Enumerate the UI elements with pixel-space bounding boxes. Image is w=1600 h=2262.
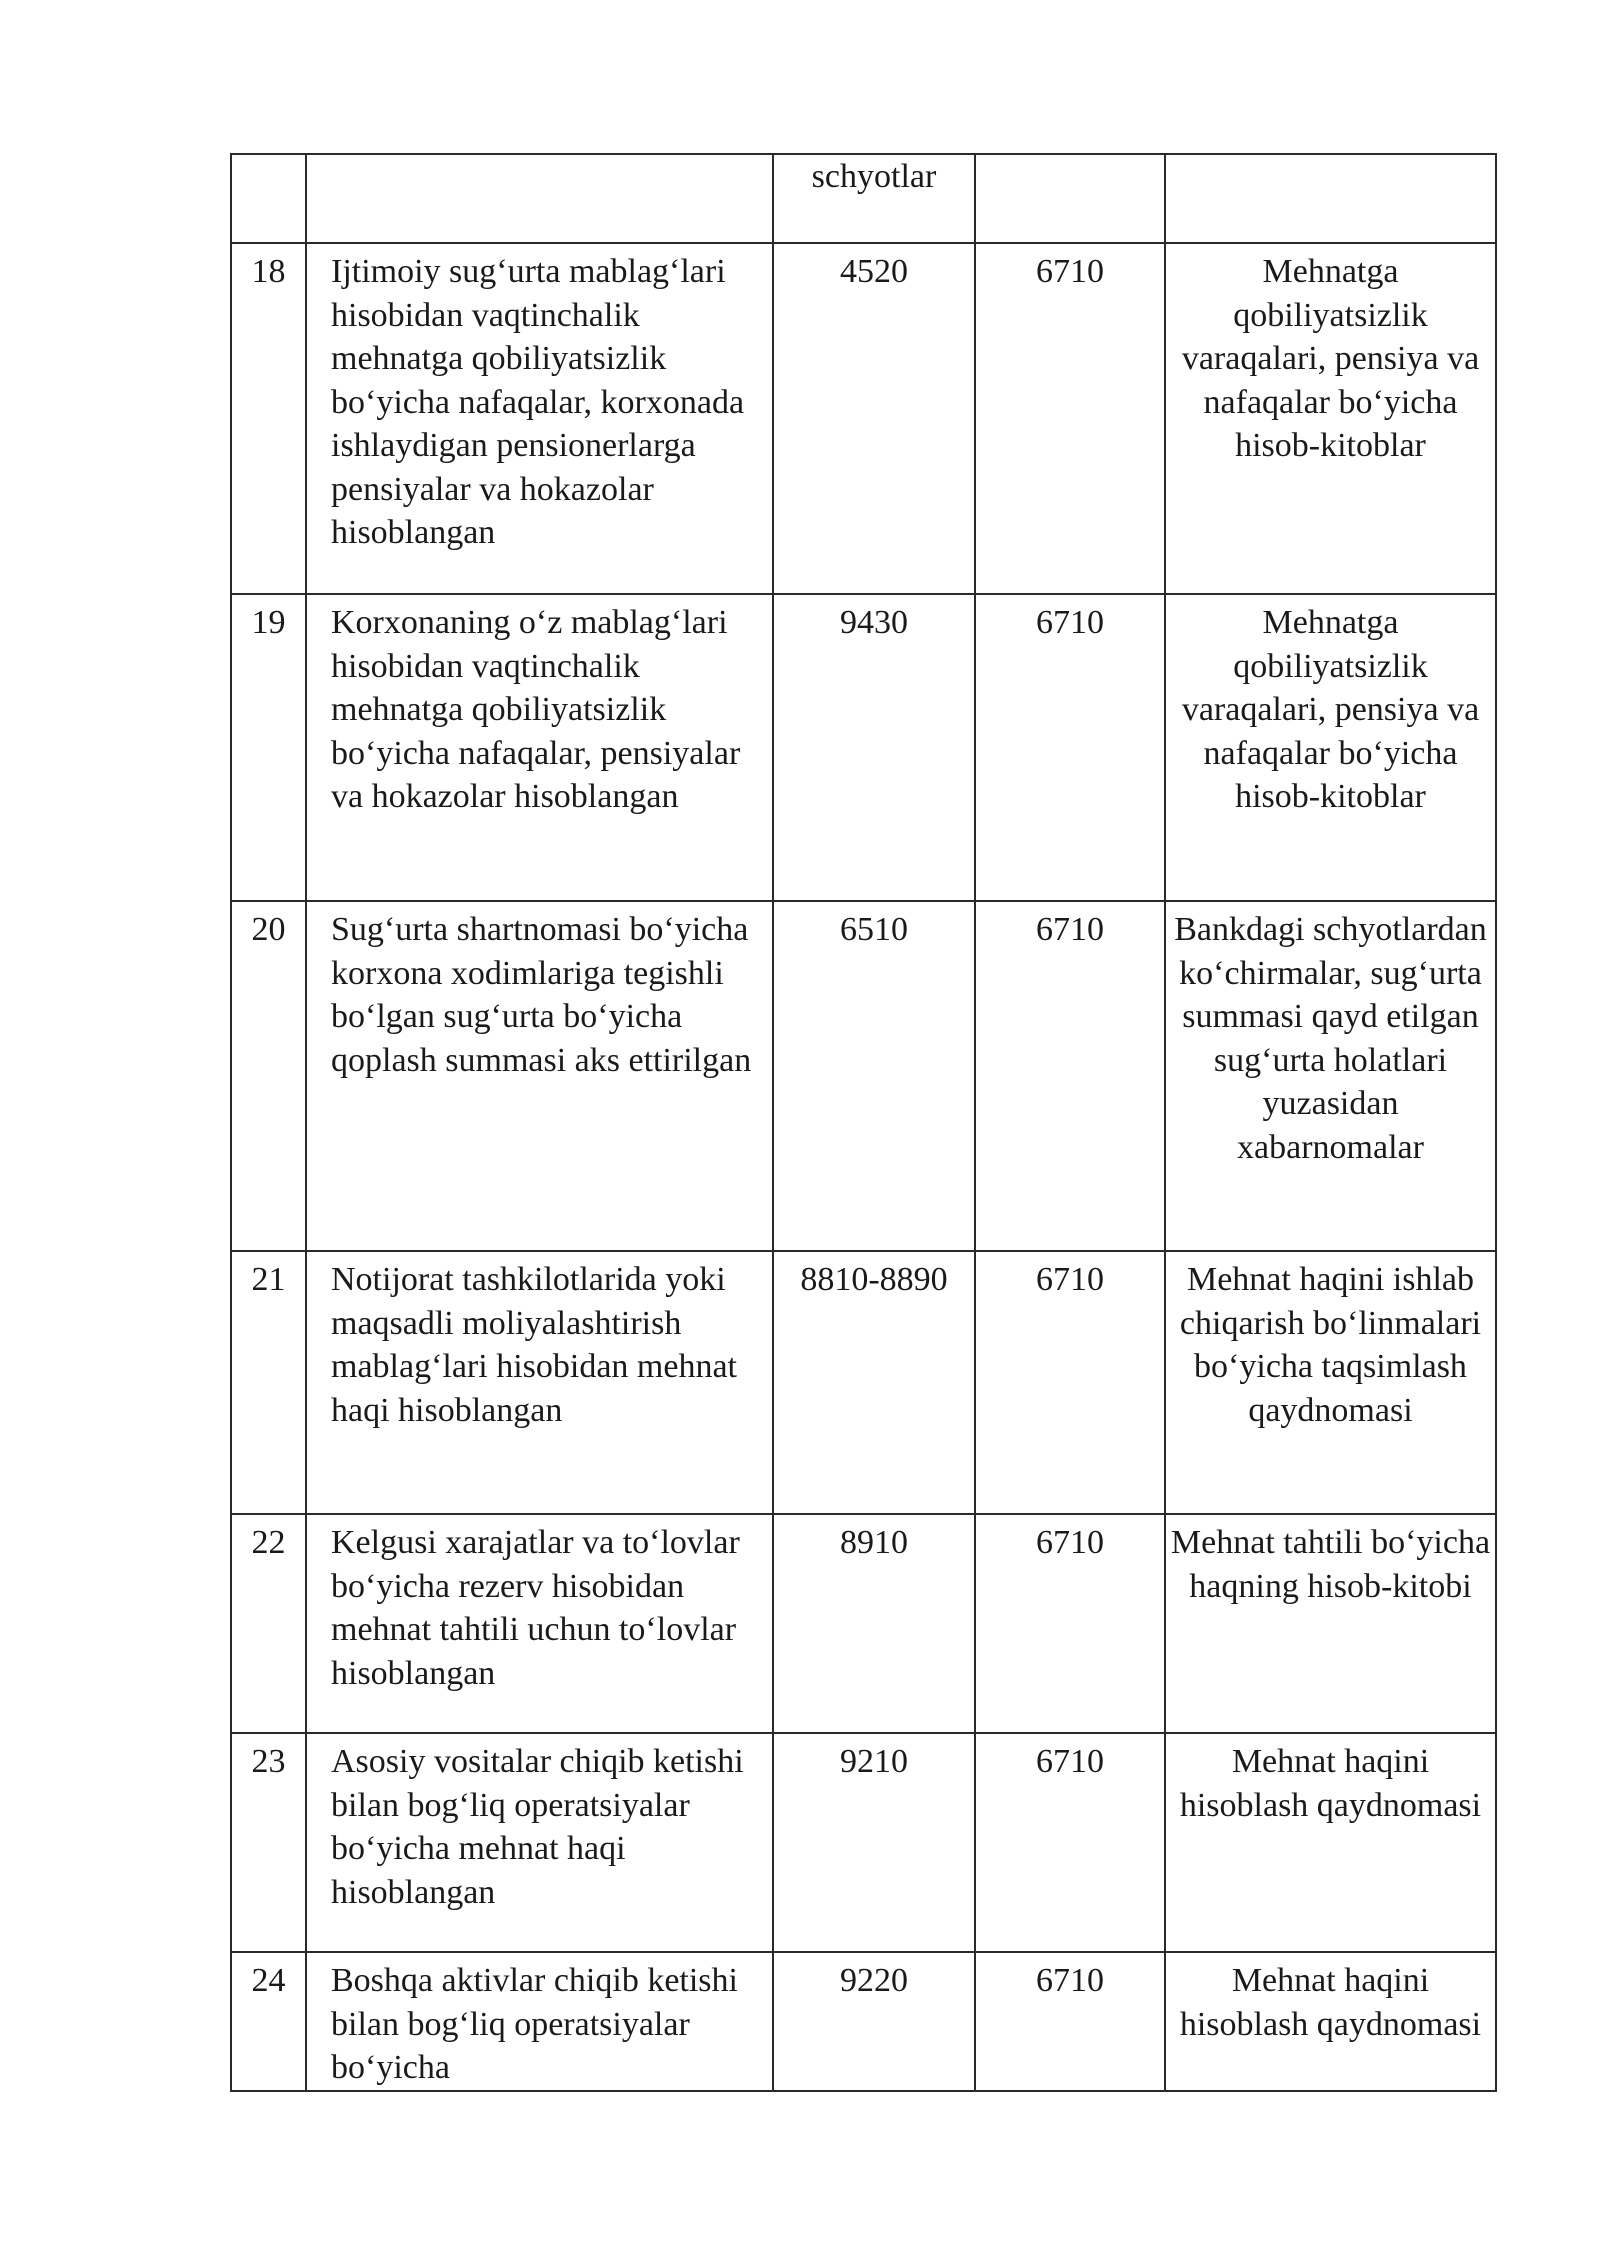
table-row	[231, 1514, 1496, 1733]
cell-debit: 6510	[773, 901, 975, 1251]
accounting-entries-table	[230, 153, 1497, 2092]
cell-document: Mehnatga qobiliyatsizlik varaqalari, pensiya va nafaqalar bo‘yicha hisob-kitoblar	[1165, 594, 1496, 901]
cell-document	[1165, 154, 1496, 243]
cell-document: Mehnat haqini ishlab chiqarish bo‘linmalari bo‘yicha taqsimlash qaydnomasi	[1165, 1251, 1496, 1514]
cell-description: Asosiy vositalar chiqib ketishi bilan bog‘liq operatsiyalar bo‘yicha mehnat haqi hisoblangan	[306, 1733, 773, 1952]
table-row	[231, 1733, 1496, 1952]
cell-debit: 8810-8890	[773, 1251, 975, 1514]
cell-document: Mehnat haqini hisoblash qaydnomasi	[1165, 1952, 1496, 2091]
cell-debit: 9210	[773, 1733, 975, 1952]
cell-credit: 6710	[975, 1251, 1165, 1514]
cell-description: Sug‘urta shartnomasi bo‘yicha korxona xodimlariga tegishli bo‘lgan sug‘urta bo‘yicha qoplash summasi aks ettirilgan	[306, 901, 773, 1251]
cell-num: 22	[231, 1514, 306, 1733]
cell-num: 18	[231, 243, 306, 594]
cell-credit: 6710	[975, 1952, 1165, 2091]
cell-credit: 6710	[975, 1514, 1165, 1733]
cell-credit	[975, 154, 1165, 243]
cell-document: Bankdagi schyotlardan ko‘chirmalar, sug‘urta summasi qayd etilgan sug‘urta holatlari yuzasidan xabarnomalar	[1165, 901, 1496, 1251]
table-row-continuation	[231, 154, 1496, 243]
cell-credit: 6710	[975, 243, 1165, 594]
cell-debit: 4520	[773, 243, 975, 594]
cell-num	[231, 154, 306, 243]
table-row	[231, 1952, 1496, 2091]
cell-num: 19	[231, 594, 306, 901]
cell-debit: schyotlar	[773, 154, 975, 243]
cell-description: Kelgusi xarajatlar va to‘lovlar bo‘yicha rezerv hisobidan mehnat tahtili uchun to‘lovlar hisoblangan	[306, 1514, 773, 1733]
cell-description: Boshqa aktivlar chiqib ketishi bilan bog‘liq operatsiyalar bo‘yicha	[306, 1952, 773, 2091]
table-row	[231, 594, 1496, 901]
cell-description: Ijtimoiy sug‘urta mablag‘lari hisobidan vaqtinchalik mehnatga qobiliyatsizlik bo‘yicha nafaqalar, korxonada ishlaydigan pensionerlarga pensiyalar va hokazolar hisoblangan	[306, 243, 773, 594]
table-row	[231, 243, 1496, 594]
cell-debit: 9430	[773, 594, 975, 901]
table-row	[231, 901, 1496, 1251]
cell-num: 23	[231, 1733, 306, 1952]
table-row	[231, 1251, 1496, 1514]
cell-credit: 6710	[975, 1733, 1165, 1952]
cell-credit: 6710	[975, 901, 1165, 1251]
cell-credit: 6710	[975, 594, 1165, 901]
cell-document: Mehnatga qobiliyatsizlik varaqalari, pensiya va nafaqalar bo‘yicha hisob-kitoblar	[1165, 243, 1496, 594]
cell-num: 21	[231, 1251, 306, 1514]
cell-description: Notijorat tashkilotlarida yoki maqsadli moliyalashtirish mablag‘lari hisobidan mehnat haqi hisoblangan	[306, 1251, 773, 1514]
cell-num: 24	[231, 1952, 306, 2091]
cell-debit: 9220	[773, 1952, 975, 2091]
cell-num: 20	[231, 901, 306, 1251]
cell-document: Mehnat tahtili bo‘yicha haqning hisob-kitobi	[1165, 1514, 1496, 1733]
cell-description: Korxonaning o‘z mablag‘lari hisobidan vaqtinchalik mehnatga qobiliyatsizlik bo‘yicha nafaqalar, pensiyalar va hokazolar hisoblangan	[306, 594, 773, 901]
cell-debit: 8910	[773, 1514, 975, 1733]
cell-description	[306, 154, 773, 243]
cell-document: Mehnat haqini hisoblash qaydnomasi	[1165, 1733, 1496, 1952]
